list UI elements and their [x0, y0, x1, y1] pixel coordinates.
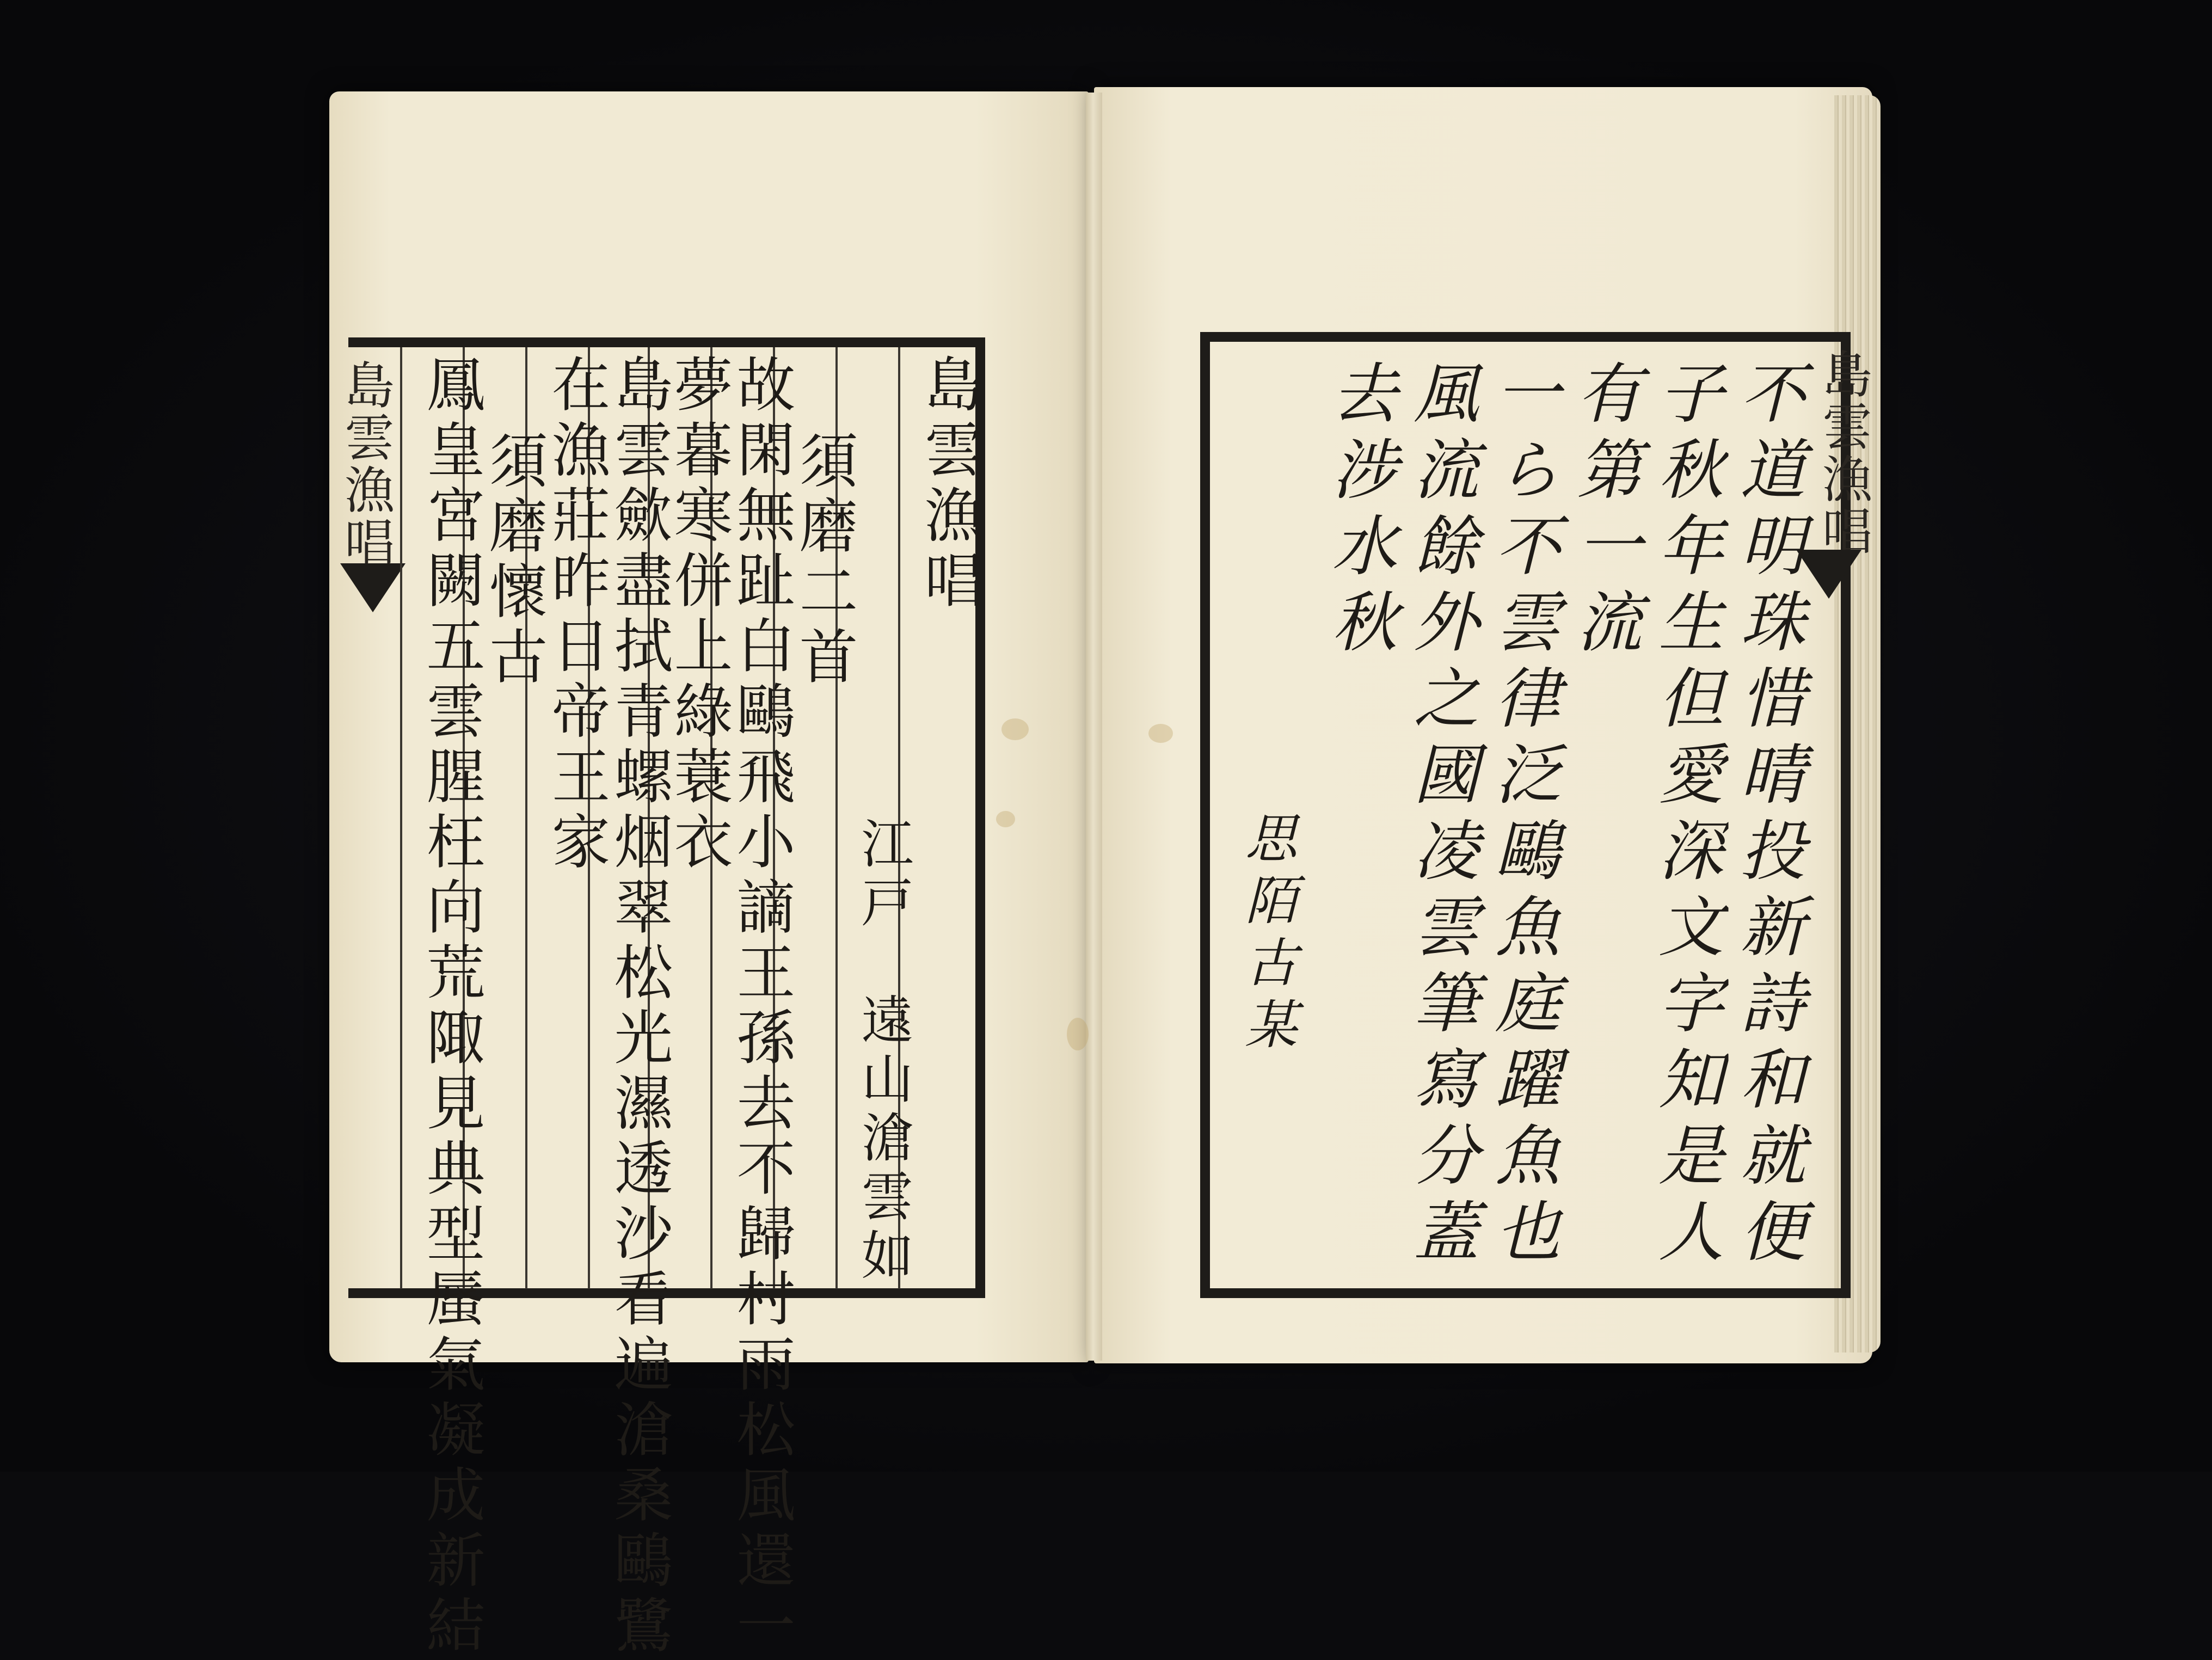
book-gutter: [1086, 93, 1102, 1361]
signature: 思陌古某: [1237, 811, 1298, 1059]
calligraphy-column: 不道明珠惜晴投新詩和就便: [1729, 359, 1805, 1274]
stain: [1067, 1018, 1089, 1050]
stain: [1001, 718, 1029, 740]
column-rule: [400, 347, 402, 1289]
verse-column: 島雲歛盡拭青螺烟翠松光濕透沙看遍滄桑鷗鷺: [604, 354, 672, 1660]
left-title-column: 島雲漁唱: [914, 354, 982, 615]
verse-column: 在漁莊昨日帝王家: [542, 354, 610, 876]
verse-column: 鳳皇宮闕五雲腥枉向荒陬見典型蜃氣凝成新結: [416, 354, 484, 1660]
calligraphy-column: 風流餘外之國凌雲筆寫分蓋: [1403, 359, 1478, 1274]
poem-title-column: 須磨懷古: [479, 430, 547, 691]
stain: [996, 811, 1015, 827]
author-column: 江戸 遠山滄雲如: [853, 816, 914, 1287]
left-margin-title: 島雲漁唱: [336, 359, 395, 568]
calligraphy-column: 子秋年生但愛深文字知是人: [1648, 359, 1723, 1274]
calligraphy-column: 一ら不雲律泛鷗魚庭躍魚也: [1484, 359, 1560, 1274]
verse-column: 故閑無趾白鷗飛小謫王孫去不歸村雨松風還一: [727, 354, 795, 1660]
calligraphy-column: 去涉水秋: [1321, 359, 1397, 664]
stain: [1148, 724, 1173, 743]
verse-column: 夢暮寒併上綠蓑衣: [664, 354, 732, 876]
calligraphy-column: 有第一流: [1566, 359, 1642, 664]
poem-title-column: 須磨二首: [789, 430, 857, 691]
right-margin-title: 島雲漁唱: [1814, 348, 1872, 557]
